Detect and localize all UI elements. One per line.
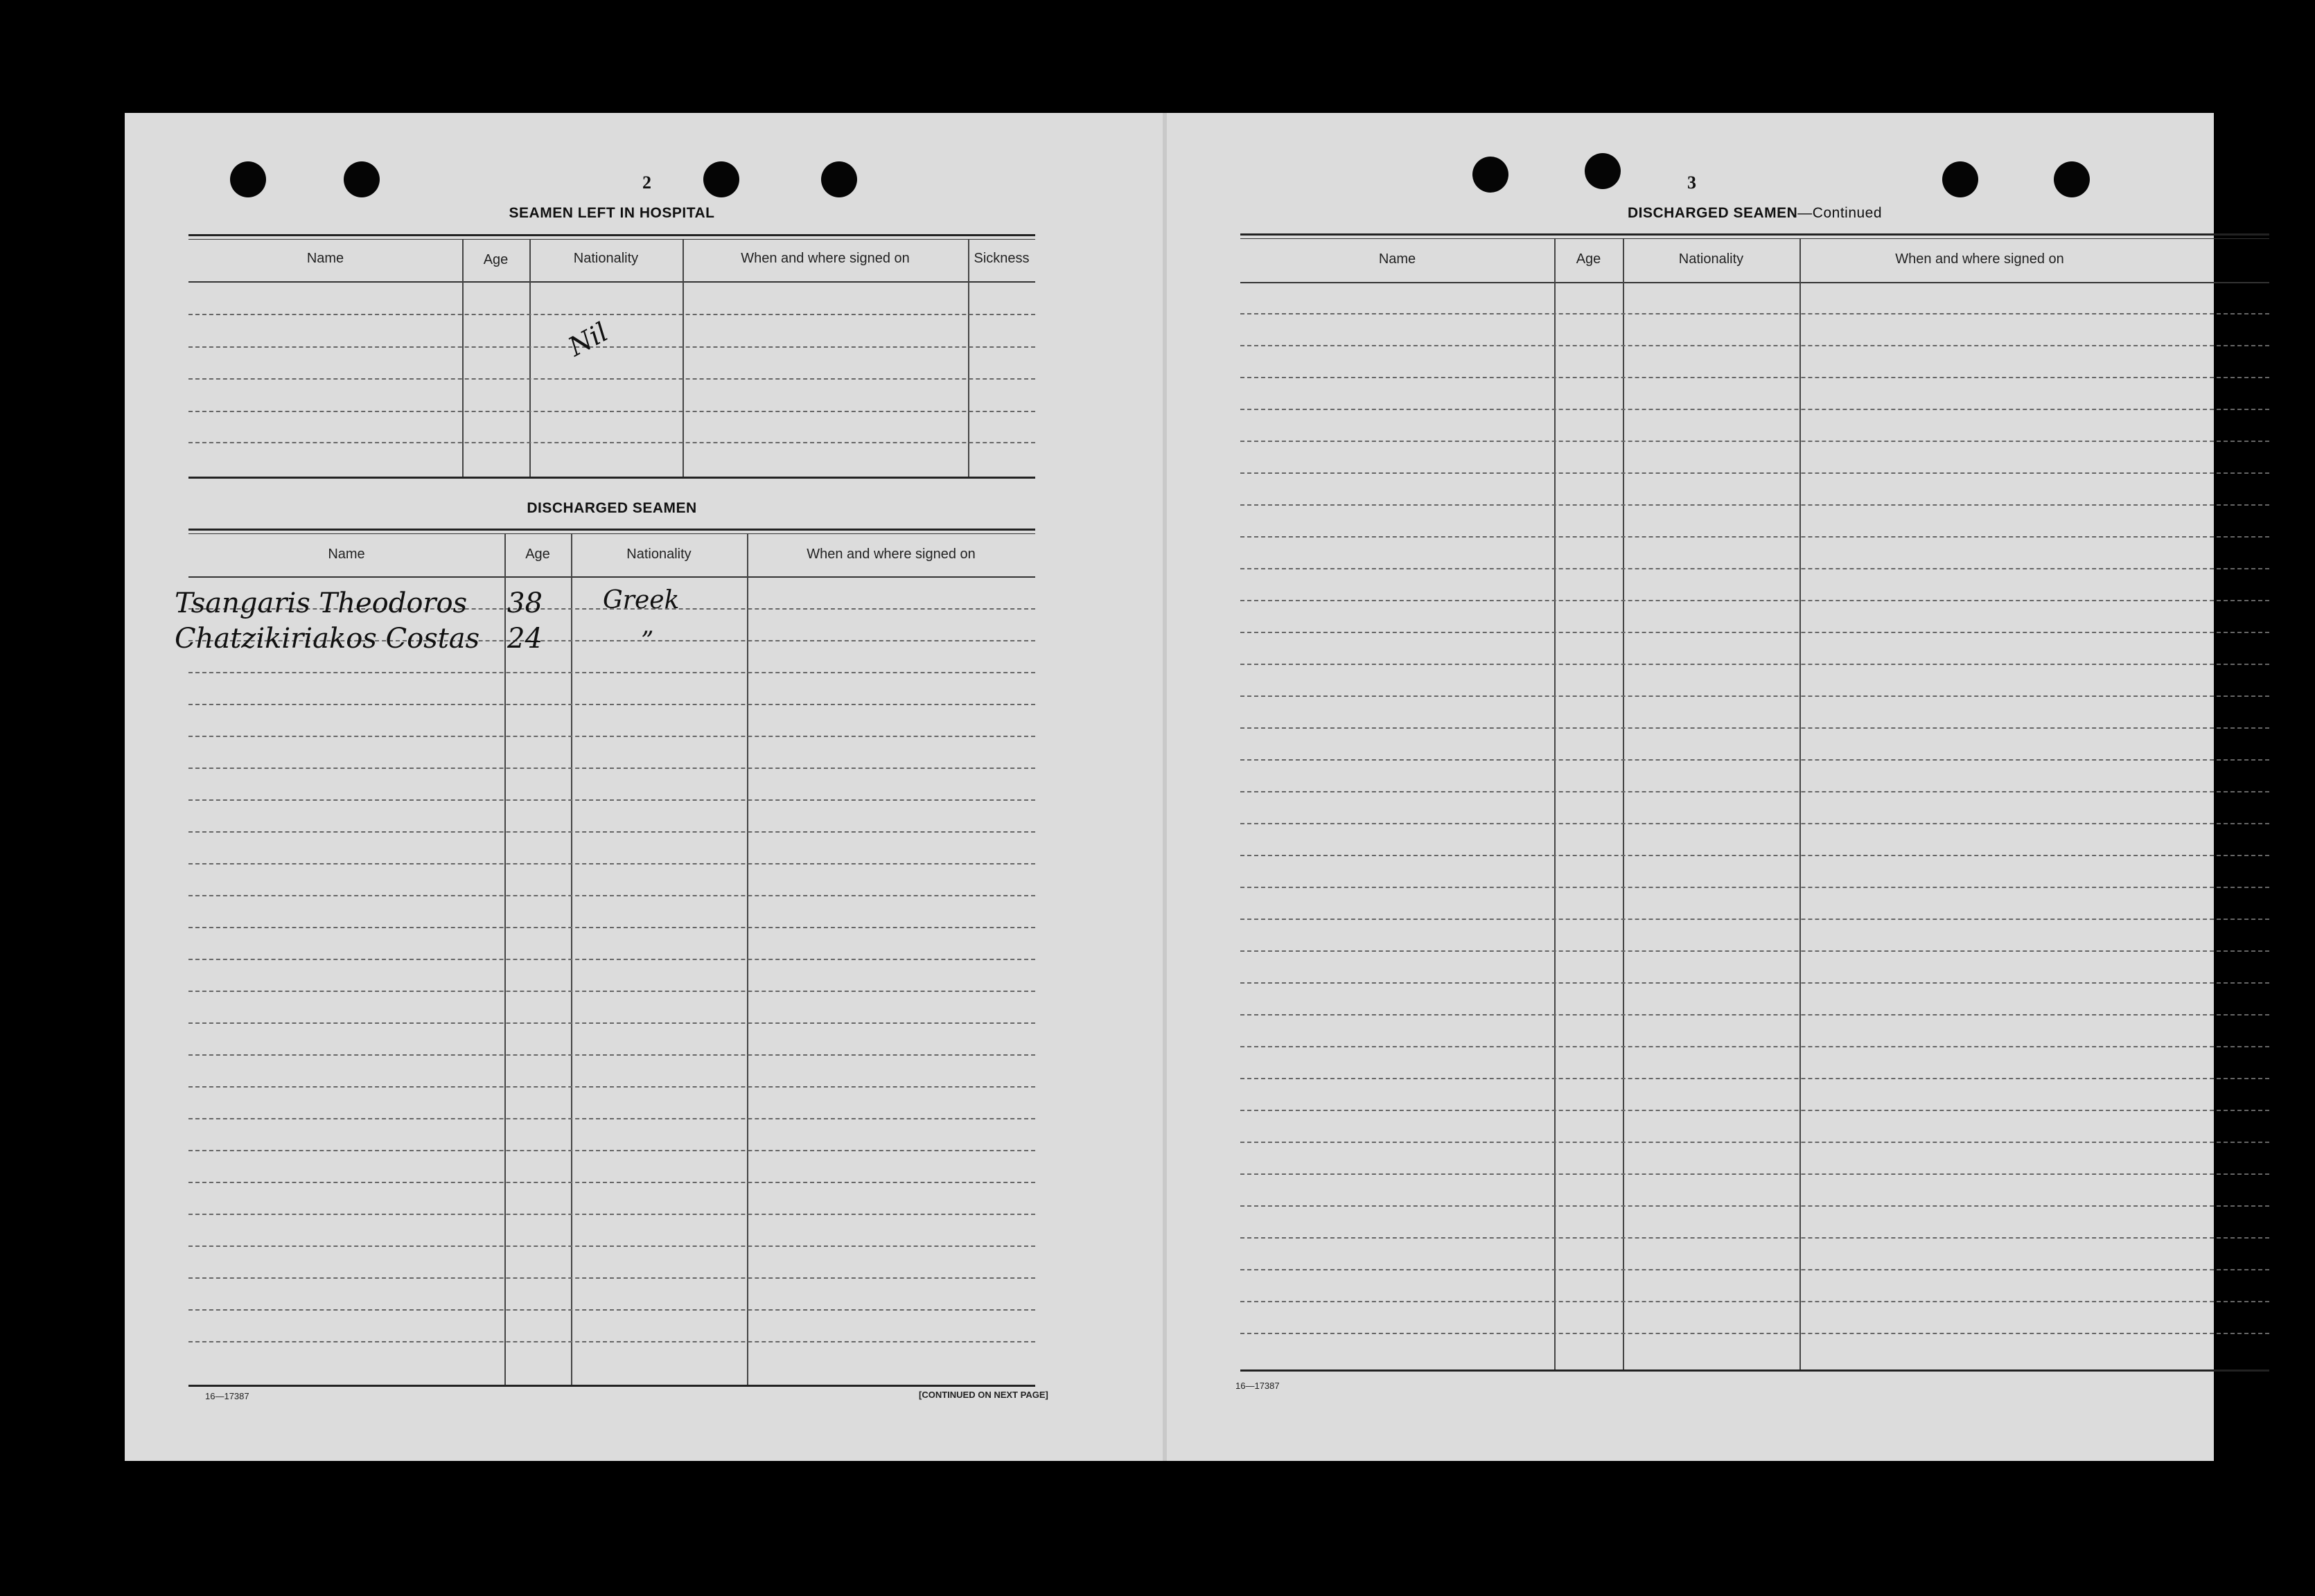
column-header-signed-on: When and where signed on: [807, 547, 976, 562]
table-row: [188, 442, 1035, 443]
table-row: [1240, 409, 2269, 410]
table-row: [188, 1277, 1035, 1279]
punch-hole: [230, 161, 266, 197]
table-row: [1240, 887, 2269, 888]
discharged-table-right: [1240, 233, 2269, 1376]
column-header-nationality: Nationality: [573, 251, 639, 266]
entry-age: 24: [507, 623, 543, 655]
table-row: [1240, 1173, 2269, 1175]
discharged-table-left: [188, 529, 1035, 1387]
table-row: [1240, 823, 2269, 824]
table-row: [188, 1341, 1035, 1342]
page-fold: [1163, 113, 1167, 1461]
form-number-right: 16—17387: [1235, 1381, 1280, 1391]
nil-annotation: Nil: [563, 317, 613, 362]
punch-hole: [344, 161, 380, 197]
table-row: [188, 1118, 1035, 1119]
entry-name: Tsangaris Theodoros: [175, 587, 468, 619]
table-row: [1240, 855, 2269, 856]
table-row: [1240, 1046, 2269, 1047]
punch-hole: [1942, 161, 1978, 197]
table-row: [188, 991, 1035, 992]
table-row: [188, 1214, 1035, 1215]
entry-name: Chatzikiriakos Costas: [175, 623, 480, 655]
column-header-nationality: Nationality: [1678, 251, 1744, 267]
table-row: [188, 1150, 1035, 1151]
table-row: [1240, 791, 2269, 792]
table-row: [1240, 377, 2269, 378]
page-number-left: 2: [642, 172, 651, 193]
table-row: [188, 378, 1035, 380]
column-header-nationality: Nationality: [626, 547, 692, 562]
continued-note: [CONTINUED ON NEXT PAGE]: [919, 1390, 1048, 1400]
table-row: [188, 927, 1035, 928]
table-row: [188, 1022, 1035, 1024]
table-row: [188, 346, 1035, 348]
table-row: [1240, 1269, 2269, 1270]
table-row: [1240, 1333, 2269, 1334]
table-row: [1240, 982, 2269, 984]
table-row: [1240, 1237, 2269, 1239]
table-row: [188, 768, 1035, 769]
form-number-left: 16—17387: [205, 1391, 249, 1401]
table-row: [188, 863, 1035, 864]
table-row: [1240, 1078, 2269, 1079]
table-row: [188, 1309, 1035, 1311]
section-title-suffix: —Continued: [1797, 205, 1883, 221]
punch-hole: [1472, 157, 1508, 193]
table-row: [188, 704, 1035, 705]
column-header-name: Name: [306, 251, 344, 266]
table-row: [188, 831, 1035, 833]
table-row: [188, 736, 1035, 737]
table-row: [188, 314, 1035, 315]
table-row: [1240, 664, 2269, 665]
table-row: [1240, 313, 2269, 314]
punch-hole: [703, 161, 739, 197]
column-header-signed-on: When and where signed on: [1895, 251, 2064, 267]
table-row: [1240, 536, 2269, 538]
entry-nationality: ”: [641, 627, 654, 655]
form-sheet: [125, 113, 2214, 1461]
table-row: [1240, 632, 2269, 633]
column-header-age: Age: [1576, 251, 1601, 267]
table-row: [1240, 345, 2269, 346]
table-row: [188, 411, 1035, 412]
table-row: [188, 1054, 1035, 1056]
entry-nationality: Greek: [603, 586, 680, 614]
table-row: [1240, 1014, 2269, 1016]
table-row: [1240, 1301, 2269, 1302]
column-header-age: Age: [525, 547, 550, 562]
table-row: [188, 799, 1035, 801]
hospital-section-title: SEAMEN LEFT IN HOSPITAL: [509, 205, 715, 221]
table-row: [1240, 441, 2269, 442]
column-header-sickness: Sickness: [974, 251, 1030, 266]
table-row: [1240, 919, 2269, 920]
punch-hole: [821, 161, 857, 197]
table-row: [1240, 568, 2269, 569]
discharged-section-title: DISCHARGED SEAMEN: [527, 500, 697, 516]
entry-age: 38: [507, 587, 543, 619]
punch-hole: [2054, 161, 2090, 197]
column-header-name: Name: [1378, 251, 1416, 267]
table-row: [1240, 1205, 2269, 1207]
table-row: [188, 959, 1035, 960]
table-row: [1240, 1110, 2269, 1111]
table-row: [1240, 950, 2269, 952]
table-row: [1240, 727, 2269, 729]
punch-hole: [1585, 153, 1621, 189]
table-row: [1240, 759, 2269, 761]
table-row: [188, 895, 1035, 896]
discharged-continued-title: [1240, 205, 2269, 222]
column-header-name: Name: [328, 547, 365, 562]
table-row: [188, 672, 1035, 673]
table-row: [1240, 600, 2269, 601]
hospital-table: [188, 234, 1035, 484]
page-number-right: 3: [1687, 172, 1696, 193]
table-row: [188, 1182, 1035, 1183]
column-header-age: Age: [483, 252, 509, 267]
section-title-text: DISCHARGED SEAMEN: [1627, 205, 1798, 221]
column-header-signed-on: When and where signed on: [741, 251, 910, 266]
table-row: [1240, 1142, 2269, 1143]
table-row: [188, 1086, 1035, 1088]
table-row: [1240, 472, 2269, 474]
table-row: [1240, 504, 2269, 506]
table-row: [188, 1245, 1035, 1247]
table-row: [1240, 695, 2269, 697]
